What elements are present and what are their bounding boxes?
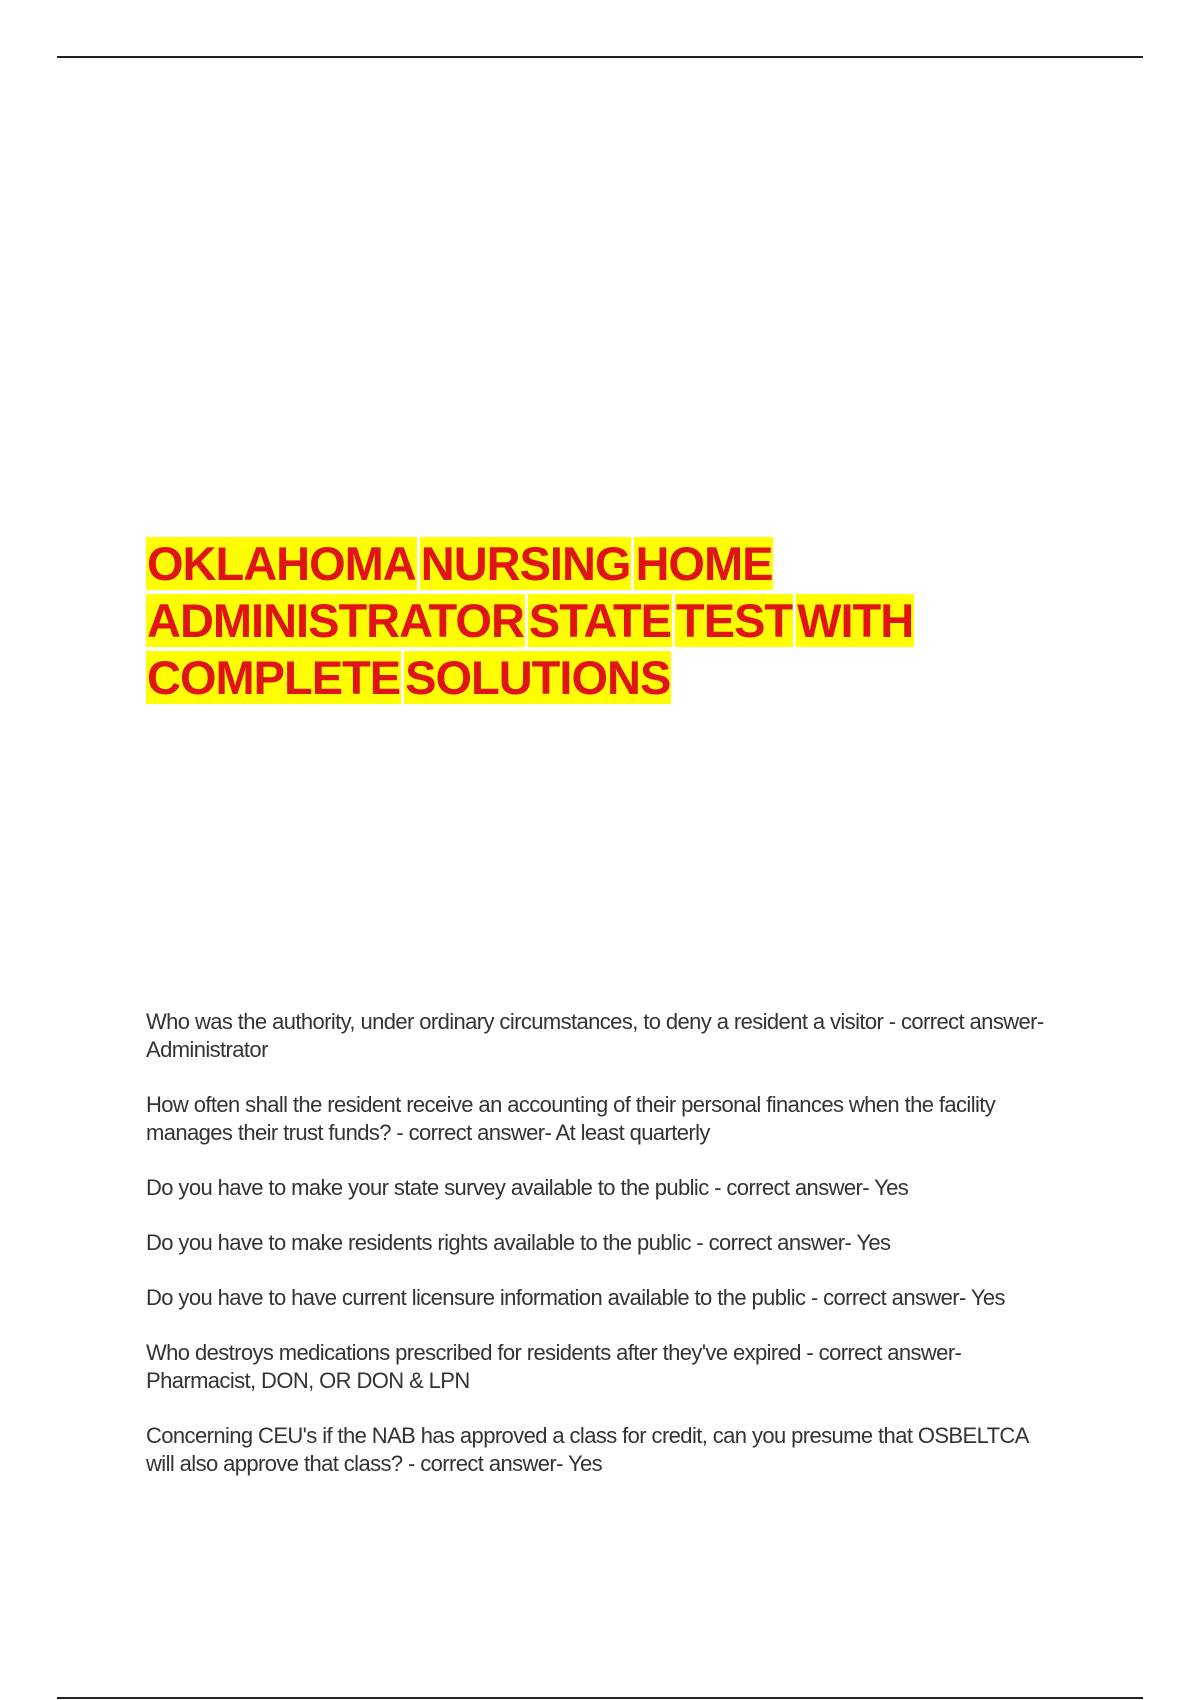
title-word: HOME	[635, 537, 773, 590]
title-line-3	[146, 649, 1046, 706]
title-word: ADMINISTRATOR	[147, 594, 524, 647]
qa-item: Who destroys medications prescribed for residents after they've expired - correct answer- Pharmacist, DON, OR DON & LPN	[146, 1340, 962, 1393]
qa-item: Do you have to make your state survey available to the public - correct answer- Yes	[146, 1175, 909, 1200]
qa-item: Who was the authority, under ordinary circumstances, to deny a resident a visitor - correct answer- Administrator	[146, 1009, 1044, 1062]
question-answer-list	[146, 1008, 1046, 1505]
qa-item: Concerning CEU's if the NAB has approved a class for credit, can you presume that OSBELTCA will also approve that class? - correct answer- Yes	[146, 1423, 1028, 1476]
top-rule	[57, 56, 1143, 58]
title-line-2	[146, 592, 1046, 649]
title-word: SOLUTIONS	[405, 651, 671, 704]
title-word: STATE	[528, 594, 672, 647]
title-word: COMPLETE	[147, 651, 401, 704]
title-line-1	[146, 535, 1046, 592]
title-word: NURSING	[420, 537, 631, 590]
document-title	[146, 535, 1046, 706]
title-word: TEST	[676, 594, 793, 647]
qa-item: Do you have to have current licensure information available to the public - correct answer- Yes	[146, 1285, 1005, 1310]
title-word: WITH	[797, 594, 914, 647]
qa-item: Do you have to make residents rights available to the public - correct answer- Yes	[146, 1230, 891, 1255]
title-word: OKLAHOMA	[147, 537, 416, 590]
qa-item: How often shall the resident receive an accounting of their personal finances when the facility manages their trust funds? - correct answer- At least quarterly	[146, 1092, 996, 1145]
bottom-rule	[57, 1697, 1143, 1699]
